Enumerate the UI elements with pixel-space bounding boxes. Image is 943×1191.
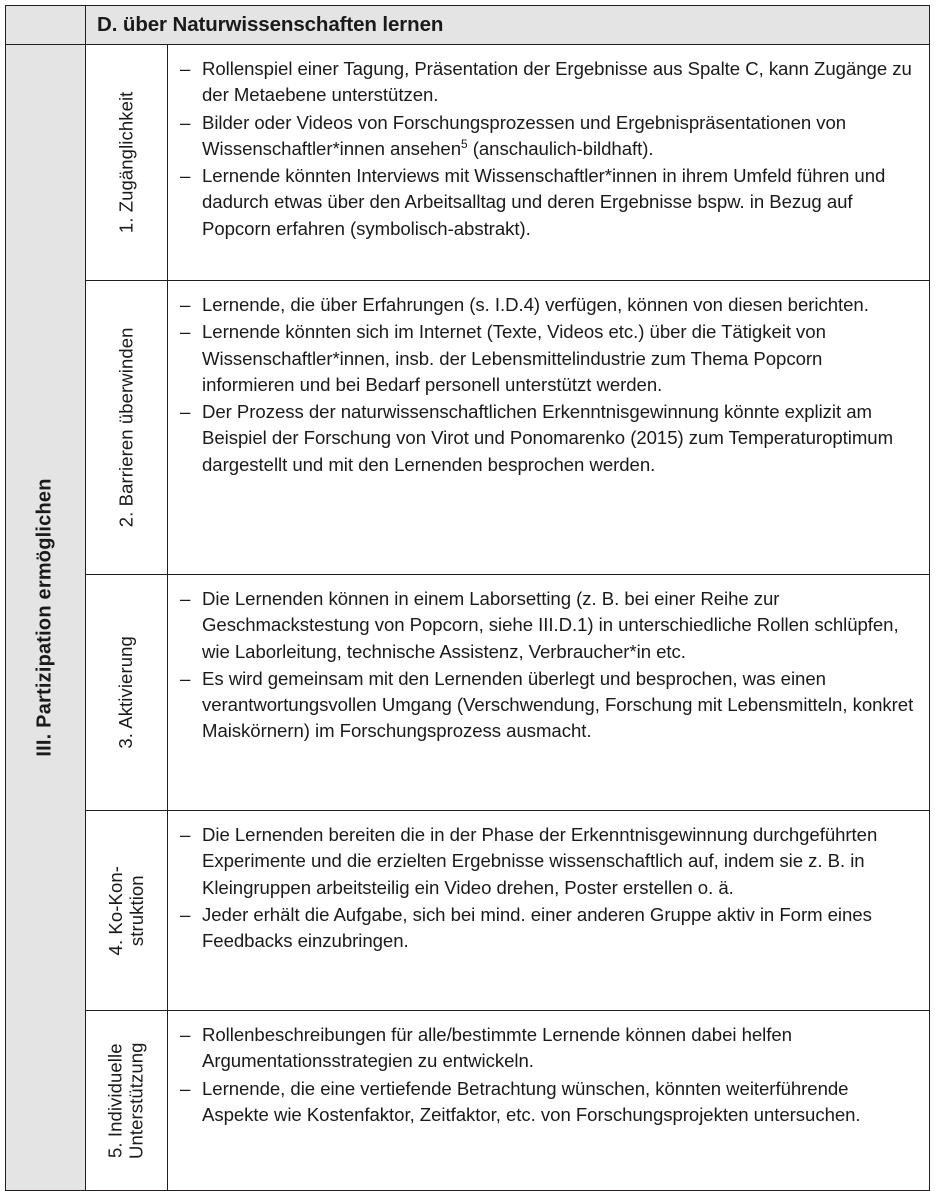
row-label-rotator-4 (86, 811, 167, 1010)
row-label-text-2 (116, 328, 137, 528)
row-label-line1-4: 4. Ko-Kon- (104, 865, 126, 956)
row-content-cell-5 (168, 1011, 930, 1191)
row-label-line2-5: Unterstützung (125, 1042, 147, 1159)
row-label-line2-4: struktion (125, 875, 147, 946)
row-content-cell-2 (168, 281, 930, 575)
page-title: D. über Naturwissenschaften lernen (97, 12, 444, 36)
list-item: – Es wird gemeinsam mit den Lernenden überlegt und besprochen, was einen verantwortungsvollen Umgang (Verschwendung, Forschung mit Lebensmitteln, konkret Maiskörnern) im Forschungsprozess ausmacht. (179, 666, 919, 745)
list-item: – Lernende könnten sich im Internet (Texte, Videos etc.) über die Tätigkeit von Wissenschaftler*innen, insb. der Lebensmittelindustrie zum Thema Popcorn informieren und bei Bedarf personell unterstützt werden. (179, 319, 919, 398)
list-item: – Die Lernenden können in einem Laborsetting (z. B. bei einer Reihe zur Geschmackstestung von Popcorn, siehe III.D.1) in unterschiedliche Rollen schlüpfen, wie Laborleitung, technische Assistenz, Verbraucher*in etc. (179, 586, 919, 665)
row-label-cell-5 (86, 1011, 168, 1191)
row-label-text-5 (106, 1042, 147, 1158)
table-row (6, 281, 930, 575)
row-label-line1-1: 1. Zugänglichkeit (115, 91, 137, 234)
row-label-cell-4 (86, 811, 168, 1011)
table-row (6, 45, 930, 281)
axis-label-rotator (6, 45, 85, 1190)
row-label-rotator-3 (86, 575, 167, 810)
row-content-cell-1 (168, 45, 930, 281)
bullet-list-5 (179, 1022, 919, 1128)
row-label-cell-1 (86, 45, 168, 281)
row-group-axis-label (6, 45, 86, 1191)
competence-matrix-table (5, 5, 930, 1191)
list-item: – Lernende, die über Erfahrungen (s. I.D.4) verfügen, können von diesen berichten. (179, 292, 919, 318)
row-label-line1-3: 3. Aktivierung (115, 636, 137, 749)
row-label-line1-5: 5. Individuelle (104, 1043, 126, 1158)
row-label-rotator-2 (86, 281, 167, 574)
list-item: – Jeder erhält die Aufgabe, sich bei mind. einer anderen Gruppe aktiv in Form eines Feedbacks einzubringen. (179, 902, 919, 955)
list-item: – Bilder oder Videos von Forschungsprozessen und Ergebnispräsentationen von Wissenschaftler*innen ansehen$^5$ (anschaulich-bildhaft). (179, 110, 919, 163)
bullet-list-4 (179, 822, 919, 954)
bullet-list-2 (179, 292, 919, 478)
row-label-rotator-5 (86, 1011, 167, 1190)
list-item: – Lernende, die eine vertiefende Betrachtung wünschen, könnten weiterführende Aspekte wie Kostenfaktor, Zeitfaktor, etc. von Forschungsprojekten untersuchen. (179, 1076, 919, 1129)
column-header-cell (86, 6, 930, 45)
table-row (6, 575, 930, 811)
row-label-text-4 (106, 866, 147, 955)
table-row (6, 811, 930, 1011)
bullet-list-3 (179, 586, 919, 745)
list-item: – Der Prozess der naturwissenschaftlichen Erkenntnisgewinnung könnte explizit am Beispiel der Forschung von Virot und Ponomarenko (2015) zum Temperaturoptimum dargestellt und mit den Lernenden besprochen werden. (179, 399, 919, 478)
table-row (6, 1011, 930, 1191)
row-content-cell-4 (168, 811, 930, 1011)
row-label-cell-3 (86, 575, 168, 811)
list-item: – Lernende könnten Interviews mit Wissenschaftler*innen in ihrem Umfeld führen und dadurch etwas über den Arbeitsalltag und deren Ergebnisse bspw. in Bezug auf Popcorn erfahren (symbolisch-abstrakt). (179, 163, 919, 242)
bullet-list-1 (179, 56, 919, 242)
list-item: – Die Lernenden bereiten die in der Phase der Erkenntnisgewinnung durchgeführten Experimente und die erzielten Ergebnisse wissenschaftlich auf, indem sie z. B. in Kleingruppen arbeitsteilig ein Video drehen, Poster erstellen o. ä. (179, 822, 919, 901)
header-corner-cell (6, 6, 86, 45)
row-content-cell-3 (168, 575, 930, 811)
row-label-cell-2 (86, 281, 168, 575)
row-label-text-1 (116, 92, 137, 234)
list-item: – Rollenbeschreibungen für alle/bestimmte Lernende können dabei helfen Argumentationsstrategien zu entwickeln. (179, 1022, 919, 1075)
table-header-row (6, 6, 930, 45)
axis-label-text: III. Partizipation ermöglichen (34, 478, 57, 757)
row-label-line1-2: 2. Barrieren überwinden (115, 327, 137, 528)
row-label-rotator-1 (86, 45, 167, 280)
row-label-text-3 (116, 636, 137, 748)
list-item: – Rollenspiel einer Tagung, Präsentation der Ergebnisse aus Spalte C, kann Zugänge zu der Metaebene unterstützen. (179, 56, 919, 109)
